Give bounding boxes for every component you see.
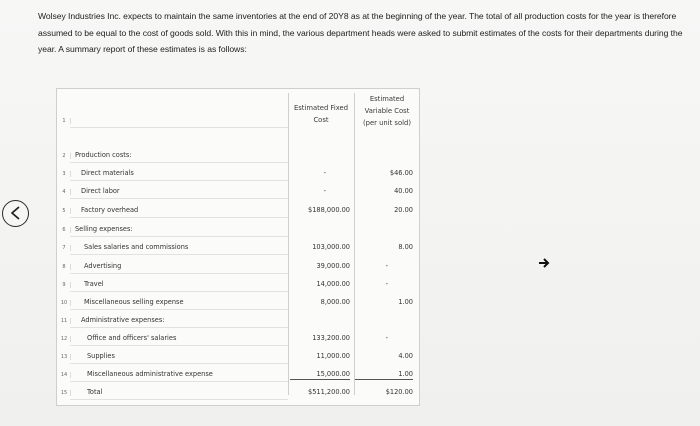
- row-number: 7: [58, 245, 71, 251]
- row-number: 13: [58, 354, 71, 360]
- row-number: 5: [58, 208, 71, 214]
- chevron-left-icon: [9, 206, 23, 220]
- row-label: Direct labor: [81, 187, 120, 195]
- fixed-cost-cell: -: [323, 169, 326, 177]
- row-gridline: [70, 291, 288, 292]
- row-gridline: [70, 399, 288, 400]
- row-number: 6: [58, 227, 71, 233]
- variable-cost-cell: -: [385, 262, 388, 270]
- row-gridline: [70, 180, 288, 181]
- fixed-cost-cell: 14,000.00: [316, 280, 350, 288]
- mouse-arrow-icon: [538, 257, 550, 269]
- row-gridline: [70, 381, 288, 382]
- fixed-cost-cell: 11,000.00: [316, 352, 350, 360]
- row-label: Administrative expenses:: [81, 316, 165, 324]
- row-number: 8: [58, 264, 71, 270]
- row-label: Travel: [84, 280, 104, 288]
- row-number: 11: [58, 318, 71, 324]
- row-label: Factory overhead: [81, 206, 139, 214]
- row-number: 12: [58, 336, 71, 342]
- row-number: 1: [58, 118, 71, 124]
- header-estimated-variable-cost: Estimated Variable Cost (per unit sold): [363, 95, 411, 127]
- row-label: Direct materials: [81, 169, 134, 177]
- fixed-cost-cell: 133,200.00: [312, 334, 350, 342]
- variable-cost-cell: $46.00: [389, 169, 413, 177]
- row-gridline: [70, 236, 288, 237]
- row-label: Sales salaries and commissions: [84, 243, 189, 251]
- fixed-cost-cell: -: [323, 187, 326, 195]
- row-label: Selling expenses:: [75, 225, 133, 233]
- row-label: Miscellaneous administrative expense: [87, 370, 213, 378]
- row-number: 10: [58, 300, 71, 306]
- fixed-cost-cell: 39,000.00: [316, 262, 350, 270]
- row-number: 9: [58, 282, 71, 288]
- row-number: 2: [58, 153, 71, 159]
- row-gridline: [70, 363, 288, 364]
- variable-cost-cell: 1.00: [398, 298, 413, 306]
- row-gridline: [70, 127, 288, 128]
- row-label: Miscellaneous selling expense: [84, 298, 184, 306]
- row-number: 4: [58, 189, 71, 195]
- row-label: Total: [87, 388, 103, 396]
- variable-cost-cell: -: [385, 334, 388, 342]
- fixed-cost-cell: $188,000.00: [308, 206, 350, 214]
- row-gridline: [70, 217, 288, 218]
- row-gridline: [70, 162, 288, 163]
- fixed-cost-cell: 103,000.00: [312, 243, 350, 251]
- row-number: 3: [58, 171, 71, 177]
- variable-cost-cell: -: [385, 280, 388, 288]
- variable-cost-cell: 4.00: [398, 352, 413, 360]
- row-gridline: [70, 327, 288, 328]
- variable-cost-cell: 8.00: [398, 243, 413, 251]
- row-gridline: [70, 273, 288, 274]
- problem-intro-text: Wolsey Industries Inc. expects to maintain the same inventories at the end of 20Y8 as at the beginning of the year. The total of all production costs for the year is therefore assumed to be equal to the cost of goods sold. With this in mind, the various department heads were asked to submit estimates of the costs for their departments during the year. A summary report of these estimates is as follows:: [38, 11, 683, 54]
- variable-cost-cell: 40.00: [394, 187, 413, 195]
- variable-cost-cell: $120.00: [385, 388, 413, 396]
- row-label: Production costs:: [75, 151, 132, 159]
- row-gridline: [70, 309, 288, 310]
- variable-cost-cell: 20.00: [394, 206, 413, 214]
- back-button[interactable]: [2, 200, 29, 227]
- fixed-cost-cell: 15,000.00: [290, 370, 350, 380]
- row-label: Supplies: [87, 352, 115, 360]
- row-number: 14: [58, 372, 71, 378]
- variable-cost-cell: 1.00: [355, 370, 413, 380]
- cost-estimates-table: [56, 88, 420, 406]
- row-gridline: [70, 345, 288, 346]
- fixed-cost-cell: 8,000.00: [320, 298, 350, 306]
- row-label: Office and officers' salaries: [87, 334, 177, 342]
- header-estimated-fixed-cost: Estimated Fixed Cost: [293, 104, 349, 124]
- row-gridline: [70, 254, 288, 255]
- fixed-cost-cell: $511,200.00: [308, 388, 350, 396]
- row-label: Advertising: [84, 262, 122, 270]
- row-gridline: [70, 198, 288, 199]
- column-divider: [288, 93, 289, 395]
- row-number: 15: [58, 390, 71, 396]
